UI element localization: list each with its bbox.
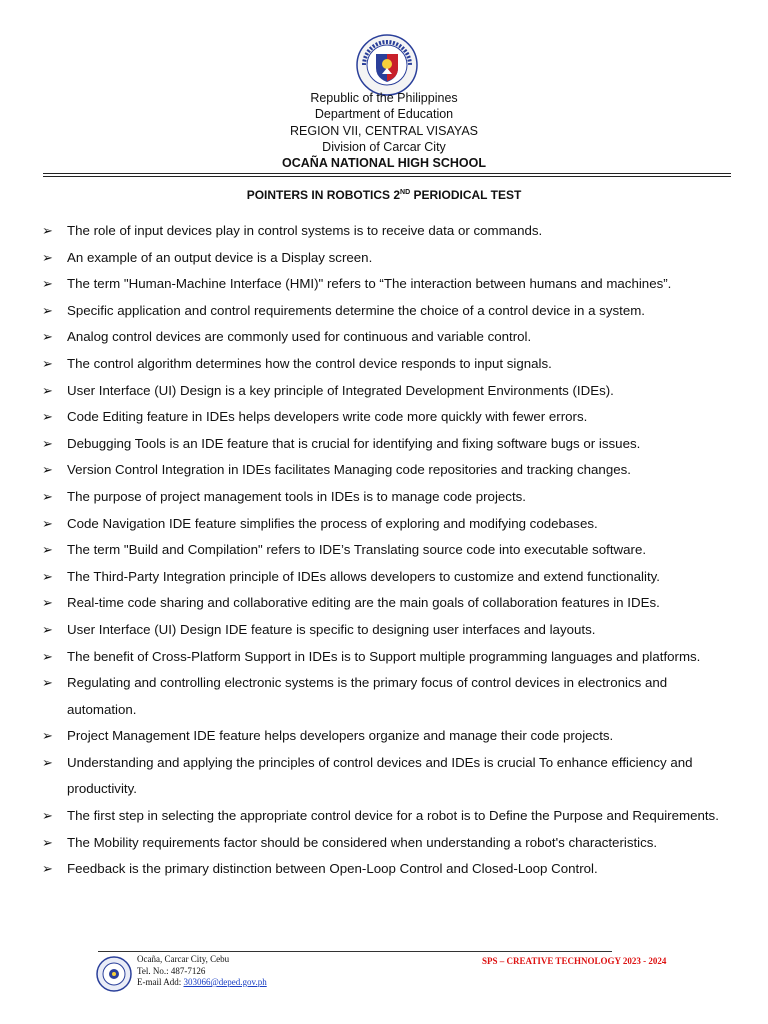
arrowhead-bullet-icon: ➢ — [42, 568, 53, 584]
list-item-text: Real-time code sharing and collaborative editing are the main goals of collaboration features in IDEs. — [67, 595, 660, 611]
list-item — [0, 298, 768, 325]
list-item-text: Understanding and applying the principles of control devices and IDEs is crucial To enhance efficiency and productivity. — [67, 754, 693, 797]
list-item-text: The benefit of Cross-Platform Support in IDEs is to Support multiple programming languages and platforms. — [67, 648, 701, 664]
list-item — [0, 856, 768, 883]
list-item-text: Specific application and control requirements determine the choice of a control device in a system. — [67, 302, 645, 318]
list-item — [0, 670, 768, 723]
list-item-text: Code Navigation IDE feature simplifies the process of exploring and modifying codebases. — [67, 515, 598, 531]
title-prefix: POINTERS IN ROBOTICS 2 — [246, 188, 401, 202]
list-item-text: The control algorithm determines how the control device responds to input signals. — [67, 355, 552, 371]
list-item — [0, 590, 768, 617]
list-item-text: The Third-Party Integration principle of IDEs allows developers to customize and extend functionality. — [67, 568, 660, 584]
arrowhead-bullet-icon: ➢ — [42, 435, 53, 451]
arrowhead-bullet-icon: ➢ — [42, 621, 53, 637]
arrowhead-bullet-icon: ➢ — [42, 462, 53, 478]
header-divider-bottom — [43, 176, 731, 177]
list-item-text: An example of an output device is a Display screen. — [67, 249, 373, 265]
footer-divider — [98, 951, 612, 952]
arrowhead-bullet-icon: ➢ — [42, 249, 53, 265]
list-item — [0, 324, 768, 351]
arrowhead-bullet-icon: ➢ — [42, 648, 53, 664]
list-item-text: Code Editing feature in IDEs helps developers write code more quickly with fewer errors. — [67, 409, 588, 425]
arrowhead-bullet-icon: ➢ — [42, 276, 53, 292]
header-divider-top — [43, 173, 731, 174]
header-country: Republic of the Philippines — [310, 91, 458, 105]
list-item-text: The purpose of project management tools in IDEs is to manage code projects. — [67, 488, 526, 504]
list-item — [0, 404, 768, 431]
header-division: Division of Carcar City — [322, 140, 446, 154]
list-item-text: Project Management IDE feature helps developers organize and manage their code projects. — [67, 728, 614, 744]
list-item — [0, 457, 768, 484]
header-school-name: OCAÑA NATIONAL HIGH SCHOOL — [282, 156, 486, 170]
list-item-text: User Interface (UI) Design is a key principle of Integrated Development Environments (IDEs). — [67, 382, 614, 398]
footer-contact — [137, 954, 267, 989]
footer-tagline: SPS – CREATIVE TECHNOLOGY 2023 - 2024 — [482, 956, 667, 966]
list-item — [0, 351, 768, 378]
list-item — [0, 431, 768, 458]
list-item-text: User Interface (UI) Design IDE feature is specific to designing user interfaces and layouts. — [67, 621, 596, 637]
list-item-text: The role of input devices play in control systems is to receive data or commands. — [67, 223, 543, 238]
list-item — [0, 378, 768, 405]
arrowhead-bullet-icon: ➢ — [42, 355, 53, 371]
arrowhead-bullet-icon: ➢ — [42, 409, 53, 425]
footer-tel: Tel. No.: 487-7126 — [137, 965, 206, 976]
footer-address: Ocaña, Carcar City, Cebu — [137, 954, 230, 964]
arrowhead-bullet-icon: ➢ — [42, 728, 53, 744]
list-item — [0, 617, 768, 644]
list-item — [0, 245, 768, 272]
list-item-text: Analog control devices are commonly used for continuous and variable control. — [67, 329, 532, 345]
list-item — [0, 830, 768, 857]
deped-seal-icon — [356, 34, 418, 96]
list-item-text: The first step in selecting the appropriate control device for a robot is to Define the Purpose and Requirements. — [67, 808, 719, 824]
list-item — [0, 484, 768, 511]
arrowhead-bullet-icon: ➢ — [42, 754, 53, 770]
list-item-text: Version Control Integration in IDEs facilitates Managing code repositories and tracking changes. — [67, 462, 631, 478]
footer-email-line — [137, 977, 267, 989]
list-item — [0, 537, 768, 564]
arrowhead-bullet-icon: ➢ — [42, 595, 53, 611]
list-item-text: The Mobility requirements factor should be considered when understanding a robot's characteristics. — [67, 834, 658, 850]
header-region: REGION VII, CENTRAL VISAYAS — [289, 124, 478, 138]
arrowhead-bullet-icon: ➢ — [42, 515, 53, 531]
title-suffix: PERIODICAL TEST — [410, 188, 522, 202]
arrowhead-bullet-icon: ➢ — [42, 675, 53, 691]
list-item-text: The term "Build and Compilation" refers to IDE’s Translating source code into executable software. — [67, 542, 647, 558]
arrowhead-bullet-icon: ➢ — [42, 834, 53, 850]
pointers-list — [0, 218, 768, 883]
school-seal-icon — [96, 956, 132, 992]
list-item-text: Feedback is the primary distinction between Open-Loop Control and Closed-Loop Control. — [67, 861, 598, 877]
footer-email-label: E-mail Add: — [137, 977, 184, 987]
arrowhead-bullet-icon: ➢ — [42, 808, 53, 824]
arrowhead-bullet-icon: ➢ — [42, 382, 53, 398]
arrowhead-bullet-icon: ➢ — [42, 329, 53, 345]
list-item — [0, 564, 768, 591]
list-item — [0, 271, 768, 298]
document-title — [0, 188, 768, 202]
list-item-text: The term "Human-Machine Interface (HMI)" refers to “The interaction between humans and machines”. — [67, 276, 672, 292]
arrowhead-bullet-icon: ➢ — [42, 223, 53, 238]
footer-email-link[interactable]: 303066@deped.gov.ph — [183, 977, 267, 987]
title-superscript: ND — [400, 189, 411, 196]
arrowhead-bullet-icon: ➢ — [42, 861, 53, 877]
arrowhead-bullet-icon: ➢ — [42, 542, 53, 558]
arrowhead-bullet-icon: ➢ — [42, 488, 53, 504]
list-item-text: Regulating and controlling electronic systems is the primary focus of control devices in electronics and automation. — [67, 675, 668, 717]
list-item — [0, 511, 768, 538]
list-item — [0, 723, 768, 750]
arrowhead-bullet-icon: ➢ — [42, 302, 53, 318]
list-item — [0, 750, 768, 803]
list-item — [0, 644, 768, 671]
list-item-text: Debugging Tools is an IDE feature that is crucial for identifying and fixing software bugs or issues. — [67, 435, 641, 451]
list-item — [0, 218, 768, 245]
header-department: Department of Education — [314, 107, 454, 121]
list-item — [0, 803, 768, 830]
